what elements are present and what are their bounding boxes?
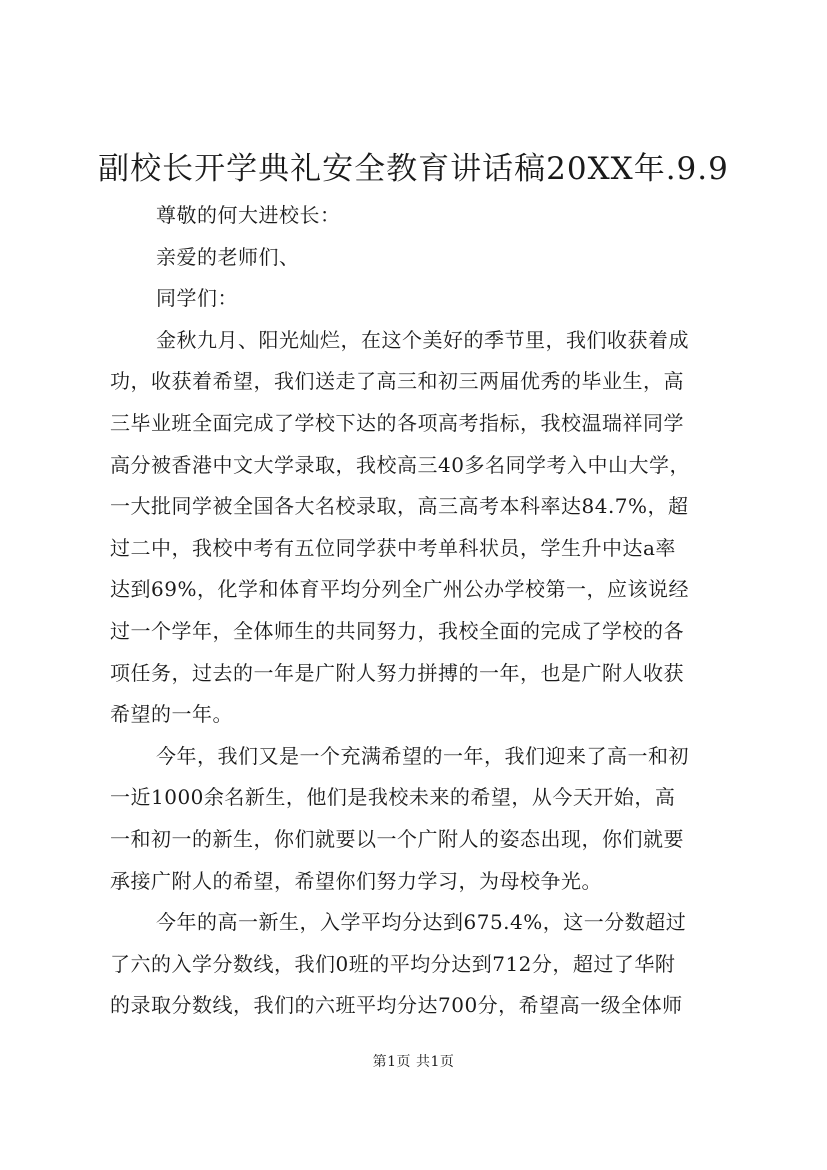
paragraph-3-line: 了六的入学分数线，我们0班的平均分达到712分，超过了华附 xyxy=(110,951,676,976)
paragraph-2-line: 承接广附人的希望，希望你们努力学习，为母校争光。 xyxy=(110,868,602,893)
paragraph-1-line: 金秋九月、阳光灿烂，在这个美好的季节里，我们收获着成 xyxy=(156,327,689,352)
document-title: 副校长开学典礼安全教育讲话稿20XX年.9.9 xyxy=(98,151,729,187)
paragraph-1-line: 高分被香港中文大学录取，我校高三40多名同学考入中山大学， xyxy=(110,452,690,477)
paragraph-2-line: 一近1000余名新生，他们是我校未来的希望，从今天开始，高 xyxy=(110,785,676,810)
paragraph-2-line: 今年，我们又是一个充满希望的一年，我们迎来了高一和初 xyxy=(156,743,689,768)
greeting-line: 同学们： xyxy=(156,286,238,311)
paragraph-1-line: 项任务，过去的一年是广附人努力拼搏的一年，也是广附人收获 xyxy=(110,660,684,685)
paragraph-1-line: 功，收获着希望，我们送走了高三和初三两届优秀的毕业生，高 xyxy=(110,369,684,394)
paragraph-1-line: 达到69%，化学和体育平均分列全广州公办学校第一，应该说经 xyxy=(110,577,689,602)
paragraph-1-line: 一大批同学被全国各大名校录取，高三高考本科率达84.7%，超 xyxy=(110,494,689,519)
paragraph-3-line: 的录取分数线，我们的六班平均分达700分，希望高一级全体师 xyxy=(110,993,683,1018)
greeting-line: 尊敬的何大进校长： xyxy=(156,203,341,227)
page-footer: 第1页 共1页 xyxy=(372,1054,455,1070)
greeting-line: 亲爱的老师们、 xyxy=(156,244,300,269)
paragraph-1-line: 过二中，我校中考有五位同学获中考单科状员，学生升中达a率 xyxy=(110,535,676,560)
document-body xyxy=(110,195,722,1027)
paragraph-2-line: 一和初一的新生，你们就要以一个广附人的姿态出现，你们就要 xyxy=(110,826,684,851)
paragraph-3-line: 今年的高一新生，入学平均分达到675.4%，这一分数超过 xyxy=(156,910,687,935)
paragraph-1-line: 过一个学年，全体师生的共同努力，我校全面的完成了学校的各 xyxy=(110,618,684,643)
paragraph-1-line: 三毕业班全面完成了学校下达的各项高考指标，我校温瑞祥同学 xyxy=(110,410,684,435)
paragraph-1-line: 希望的一年。 xyxy=(110,702,233,727)
